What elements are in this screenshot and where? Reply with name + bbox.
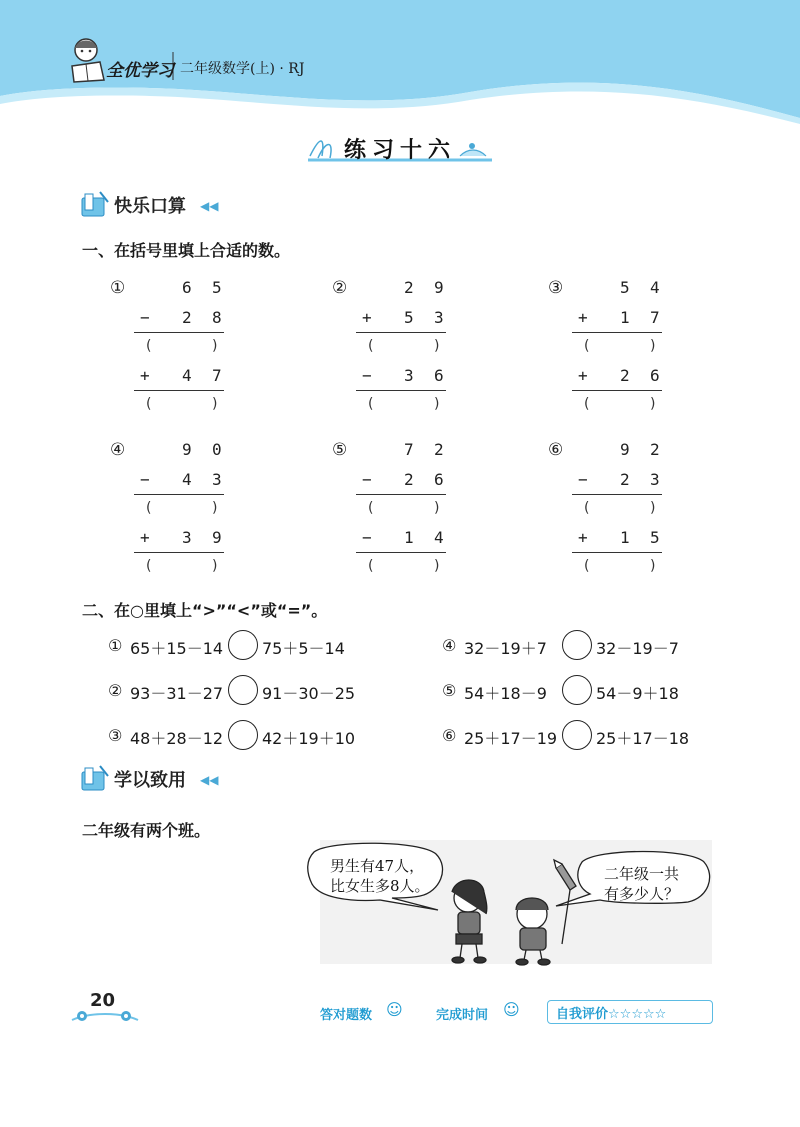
self-evaluation-box	[547, 1000, 713, 1024]
ones-digit: 4	[434, 528, 444, 547]
third-number-row	[572, 528, 682, 554]
tens-digit: 9	[620, 440, 630, 459]
ones-digit: 3	[212, 470, 222, 489]
tens-digit: 7	[404, 440, 414, 459]
problem-number: ①	[110, 278, 126, 298]
boy-speech-line: 二年级一共	[604, 865, 680, 883]
problem-number: ⑥	[548, 440, 564, 460]
tens-digit: 4	[182, 470, 192, 489]
page-number: 20	[90, 990, 116, 1011]
tens-digit: 2	[182, 308, 192, 327]
comparison-circle[interactable]	[562, 630, 592, 660]
left-expression: 93－31－27	[130, 684, 224, 703]
operator: −	[362, 470, 372, 489]
tens-digit: 2	[404, 278, 414, 297]
right-expression: 91－30－25	[262, 684, 356, 703]
answer-blank-close[interactable]: )	[650, 396, 656, 412]
calculation-line	[356, 332, 446, 333]
operator: −	[362, 366, 372, 385]
comparison-circle[interactable]	[562, 720, 592, 750]
section-header-oral-math	[80, 190, 240, 220]
tens-digit: 3	[182, 528, 192, 547]
tens-digit: 2	[620, 470, 630, 489]
ones-digit: 3	[434, 308, 444, 327]
answer-blank-open[interactable]: (	[584, 500, 590, 516]
ones-digit: 8	[212, 308, 222, 327]
tens-digit: 6	[182, 278, 192, 297]
smiley-icon: ☺	[503, 1000, 520, 1019]
second-number-row	[572, 470, 682, 496]
answer-blank-open[interactable]: (	[368, 558, 374, 574]
question-1-label: 一、在括号里填上合适的数。	[82, 241, 291, 260]
first-number-row	[134, 440, 244, 466]
answer-blank-open[interactable]: (	[368, 396, 374, 412]
left-expression: 32－19＋7	[464, 639, 547, 658]
double-arrow-icon: ◀◀	[200, 773, 219, 787]
calculation-line	[134, 332, 224, 333]
double-arrow-icon: ◀◀	[200, 199, 219, 213]
tens-digit: 4	[182, 366, 192, 385]
answer-blank-open[interactable]: (	[146, 500, 152, 516]
tens-digit: 3	[404, 366, 414, 385]
tens-digit: 5	[620, 278, 630, 297]
operator: −	[578, 470, 588, 489]
books-icon	[80, 764, 112, 794]
left-expression: 65＋15－14	[130, 639, 224, 658]
second-number-row	[134, 308, 244, 334]
second-number-row	[356, 470, 466, 496]
answer-blank-close[interactable]: )	[650, 338, 656, 354]
operator: +	[362, 308, 372, 327]
operator: −	[140, 470, 150, 489]
girl-speech-line: 男生有47人，	[330, 857, 425, 875]
answer-blank-open[interactable]: (	[584, 558, 590, 574]
section-label: 快乐口算	[114, 196, 186, 217]
books-icon	[80, 190, 112, 220]
right-expression: 75＋5－14	[262, 639, 345, 658]
left-expression: 48＋28－12	[130, 729, 224, 748]
ones-digit: 5	[650, 528, 660, 547]
self-eval-label: 自我评价	[556, 1007, 609, 1022]
answer-blank-close[interactable]: )	[434, 396, 440, 412]
operator: +	[578, 366, 588, 385]
operator: +	[140, 366, 150, 385]
operator: +	[578, 308, 588, 327]
section-label: 学以致用	[114, 770, 186, 791]
answer-blank-open[interactable]: (	[146, 396, 152, 412]
third-number-row	[356, 366, 466, 392]
first-number-row	[572, 278, 682, 304]
operator: +	[140, 528, 150, 547]
question-2-label: 二、在○里填上“>”“<”或“=”。	[82, 601, 328, 620]
ones-digit: 4	[650, 278, 660, 297]
tens-digit: 1	[404, 528, 414, 547]
answer-blank-open[interactable]: (	[146, 558, 152, 574]
tens-digit: 2	[404, 470, 414, 489]
page-title: 练习十六	[344, 138, 457, 163]
ones-digit: 7	[650, 308, 660, 327]
tens-digit: 9	[182, 440, 192, 459]
ones-digit: 9	[212, 528, 222, 547]
calculation-line	[356, 494, 446, 495]
operator: +	[578, 528, 588, 547]
calculation-line	[572, 494, 662, 495]
calculation-line	[572, 332, 662, 333]
right-expression: 42＋19＋10	[262, 729, 356, 748]
ones-digit: 3	[650, 470, 660, 489]
calculation-line	[572, 552, 662, 553]
first-number-row	[356, 440, 466, 466]
answer-blank-close[interactable]: )	[434, 558, 440, 574]
problem-number: ③	[548, 278, 564, 298]
ones-digit: 2	[434, 440, 444, 459]
calculation-line	[134, 390, 224, 391]
answer-blank-open[interactable]: (	[146, 338, 152, 354]
ones-digit: 5	[212, 278, 222, 297]
answer-blank-open[interactable]: (	[368, 500, 374, 516]
calculation-line	[134, 494, 224, 495]
completion-time-label: 完成时间	[436, 1008, 489, 1023]
correct-count-label: 答对题数	[320, 1008, 373, 1023]
first-number-row	[134, 278, 244, 304]
answer-blank-open[interactable]: (	[584, 396, 590, 412]
answer-blank-open[interactable]: (	[584, 338, 590, 354]
calculation-line	[356, 552, 446, 553]
calculation-line	[356, 390, 446, 391]
calculation-line	[572, 390, 662, 391]
third-number-row	[134, 528, 244, 554]
answer-blank-close[interactable]: )	[212, 338, 218, 354]
third-number-row	[134, 366, 244, 392]
ones-digit: 6	[434, 470, 444, 489]
tens-digit: 1	[620, 308, 630, 327]
girl-speech-bubble	[330, 856, 430, 896]
answer-blank-close[interactable]: )	[212, 396, 218, 412]
answer-blank-close[interactable]: )	[650, 558, 656, 574]
boy-speech-line: 有多少人？	[604, 885, 680, 903]
third-number-row	[356, 528, 466, 554]
tens-digit: 1	[620, 528, 630, 547]
tens-digit: 5	[404, 308, 414, 327]
problem-number: ②	[332, 278, 348, 298]
item-number: ②	[108, 681, 123, 700]
problem-number: ⑤	[332, 440, 348, 460]
right-expression: 54－9＋18	[596, 684, 679, 703]
answer-blank-close[interactable]: )	[212, 558, 218, 574]
answer-blank-close[interactable]: )	[434, 338, 440, 354]
grade-label: 二年级数学(上) · RJ	[180, 61, 305, 77]
item-number: ①	[108, 636, 123, 655]
tens-digit: 2	[620, 366, 630, 385]
ones-digit: 9	[434, 278, 444, 297]
operator: −	[140, 308, 150, 327]
left-expression: 25＋17－19	[464, 729, 558, 748]
item-number: ⑤	[442, 681, 457, 700]
operator: −	[362, 528, 372, 547]
student-reading-icon	[66, 36, 110, 86]
first-number-row	[572, 440, 682, 466]
answer-blank-close[interactable]: )	[434, 500, 440, 516]
ones-digit: 7	[212, 366, 222, 385]
ones-digit: 2	[650, 440, 660, 459]
question-3-text: 二年级有两个班。	[82, 821, 211, 840]
ones-digit: 6	[650, 366, 660, 385]
second-number-row	[134, 470, 244, 496]
answer-blank-close[interactable]: )	[650, 500, 656, 516]
calculation-line	[134, 552, 224, 553]
lesson-title-banner	[300, 126, 500, 168]
item-number: ⑥	[442, 726, 457, 745]
comparison-circle[interactable]	[228, 630, 258, 660]
girl-speech-line: 比女生多8人。	[330, 877, 430, 895]
item-number: ③	[108, 726, 123, 745]
comparison-circle[interactable]	[562, 675, 592, 705]
item-number: ④	[442, 636, 457, 655]
problem-number: ④	[110, 440, 126, 460]
comparison-circle[interactable]	[228, 675, 258, 705]
ones-digit: 6	[434, 366, 444, 385]
smiley-icon: ☺	[386, 1000, 403, 1019]
right-expression: 32－19－7	[596, 639, 679, 658]
answer-blank-open[interactable]: (	[368, 338, 374, 354]
first-number-row	[356, 278, 466, 304]
brand-logo: 全优学习	[106, 61, 174, 81]
second-number-row	[572, 308, 682, 334]
ones-digit: 0	[212, 440, 222, 459]
second-number-row	[356, 308, 466, 334]
right-expression: 25＋17－18	[596, 729, 690, 748]
left-expression: 54＋18－9	[464, 684, 547, 703]
comparison-circle[interactable]	[228, 720, 258, 750]
third-number-row	[572, 366, 682, 392]
section-header-application	[80, 764, 240, 794]
rating-stars[interactable]: ☆☆☆☆☆	[608, 1007, 667, 1022]
answer-blank-close[interactable]: )	[212, 500, 218, 516]
boy-speech-bubble	[604, 864, 679, 904]
